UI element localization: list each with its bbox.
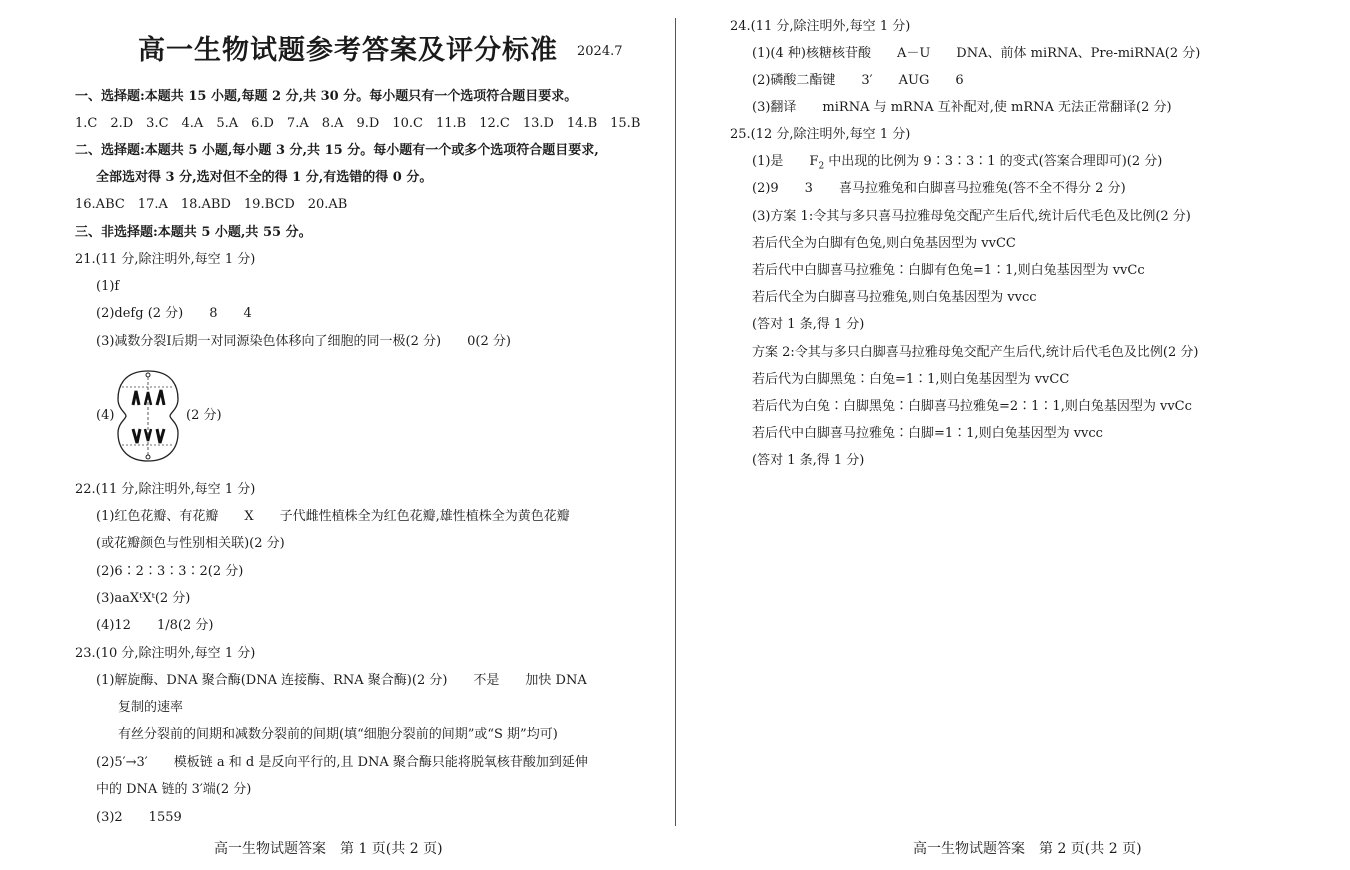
section-1-heading: 一、选择题:本题共 15 小题,每题 2 分,共 30 分。每小题只有一个选项符合题目要求。 <box>75 89 578 104</box>
plan-2-note: (答对 1 条,得 1 分) <box>752 453 865 468</box>
section-1-answers: 1.C 2.D 3.C 4.A 5.A 6.D 7.A 8.A 9.D 10.C 11.B 12.C 13.D 14.B 15.B <box>75 116 641 131</box>
q24-part-2: (2)磷酸二酯键 3′ AUG 6 <box>752 73 964 88</box>
plan-1-result-c: 若后代全为白脚喜马拉雅兔,则白兔基因型为 vvcc <box>752 290 1037 305</box>
q22-part-1: (1)红色花瓣、有花瓣 X 子代雌性植株全为红色花瓣,雄性植株全为黄色花瓣 <box>96 509 570 524</box>
column-divider <box>675 18 676 826</box>
q23-part-1: (1)解旋酶、DNA 聚合酶(DNA 连接酶、RNA 聚合酶)(2 分) 不是 加快 DNA <box>96 673 587 688</box>
q23-part-1-cont2: 有丝分裂前的间期和减数分裂前的间期(填“细胞分裂前的间期”或“S 期”均可) <box>118 727 558 742</box>
q25-heading: 25.(12 分,除注明外,每空 1 分) <box>730 127 911 142</box>
plan-2: 方案 2:令其与多只白脚喜马拉雅母兔交配产生后代,统计后代毛色及比例(2 分) <box>752 345 1199 360</box>
exam-date: 2024.7 <box>577 44 623 59</box>
plan-1-result-a: 若后代全为白脚有色兔,则白兔基因型为 vvCC <box>752 236 1016 251</box>
q22-part-4: (4)12 1/8(2 分) <box>96 618 214 633</box>
q23-part-2-cont: 中的 DNA 链的 3′端(2 分) <box>96 782 252 797</box>
cell-division-diagram <box>116 367 180 465</box>
section-2-answers: 16.ABC 17.A 18.ABD 19.BCD 20.AB <box>75 197 348 212</box>
q23-heading: 23.(10 分,除注明外,每空 1 分) <box>75 646 256 661</box>
q21-part-3: (3)减数分裂Ⅰ后期一对同源染色体移向了细胞的同一极(2 分) 0(2 分) <box>96 334 511 349</box>
q24-heading: 24.(11 分,除注明外,每空 1 分) <box>730 19 911 34</box>
q25-part-3: (3)方案 1:令其与多只喜马拉雅母兔交配产生后代,统计后代毛色及比例(2 分) <box>752 209 1191 224</box>
q21-part-2: (2)defg (2 分) 8 4 <box>96 306 252 321</box>
q22-heading: 22.(11 分,除注明外,每空 1 分) <box>75 482 256 497</box>
section-2-heading: 二、选择题:本题共 5 小题,每小题 3 分,共 15 分。每小题有一个或多个选项符合题目要求, <box>75 143 599 158</box>
page-title: 高一生物试题参考答案及评分标准 <box>138 35 558 66</box>
q23-part-2: (2)5′→3′ 模板链 a 和 d 是反向平行的,且 DNA 聚合酶只能将脱氧核苷酸加到延伸 <box>96 755 588 770</box>
q21-part-4-label: (4) <box>96 408 115 423</box>
q24-part-1: (1)(4 种)核糖核苷酸 A－U DNA、前体 miRNA、Pre-miRNA(2 分) <box>752 46 1201 61</box>
q25-part-1 <box>752 154 1162 175</box>
section-2-heading-cont: 全部选对得 3 分,选对但不全的得 1 分,有选错的得 0 分。 <box>96 170 433 185</box>
q23-part-3: (3)2 1559 <box>96 810 182 825</box>
q25-part-1-post: 中出现的比例为 9∶3∶3∶1 的变式(答案合理即可)(2 分) <box>824 154 1163 169</box>
plan-2-result-a: 若后代为白脚黑兔∶白兔=1∶1,则白兔基因型为 vvCC <box>752 372 1070 387</box>
q22-part-3: (3)aaXᵗXᵗ(2 分) <box>96 591 191 606</box>
plan-1-note: (答对 1 条,得 1 分) <box>752 317 865 332</box>
q25-part-2: (2)9 3 喜马拉雅兔和白脚喜马拉雅兔(答不全不得分 2 分) <box>752 181 1126 196</box>
q25-part-1-pre: (1)是 F <box>752 154 819 169</box>
plan-2-result-c: 若后代中白脚喜马拉雅兔∶白脚=1∶1,则白兔基因型为 vvcc <box>752 426 1103 441</box>
q22-part-2: (2)6∶2∶3∶3∶2(2 分) <box>96 564 244 579</box>
page-2-footer: 高一生物试题答案 第 2 页(共 2 页) <box>913 841 1142 857</box>
page-1-footer: 高一生物试题答案 第 1 页(共 2 页) <box>214 841 443 857</box>
q24-part-3: (3)翻译 miRNA 与 mRNA 互补配对,使 mRNA 无法正常翻译(2 分) <box>752 100 1172 115</box>
q25-part-1-subscript: 2 <box>818 161 825 172</box>
plan-2-result-b: 若后代为白兔∶白脚黑兔∶白脚喜马拉雅兔=2∶1∶1,则白兔基因型为 vvCc <box>752 399 1192 414</box>
section-3-heading: 三、非选择题:本题共 5 小题,共 55 分。 <box>75 225 312 240</box>
q22-part-1-cont: (或花瓣颜色与性别相关联)(2 分) <box>96 536 285 551</box>
q21-part-1: (1)f <box>96 279 120 294</box>
q23-part-1-cont: 复制的速率 <box>118 700 184 715</box>
q21-heading: 21.(11 分,除注明外,每空 1 分) <box>75 252 256 267</box>
q21-part-4-score: (2 分) <box>186 408 222 423</box>
plan-1-result-b: 若后代中白脚喜马拉雅兔∶白脚有色兔=1∶1,则白兔基因型为 vvCc <box>752 263 1145 278</box>
